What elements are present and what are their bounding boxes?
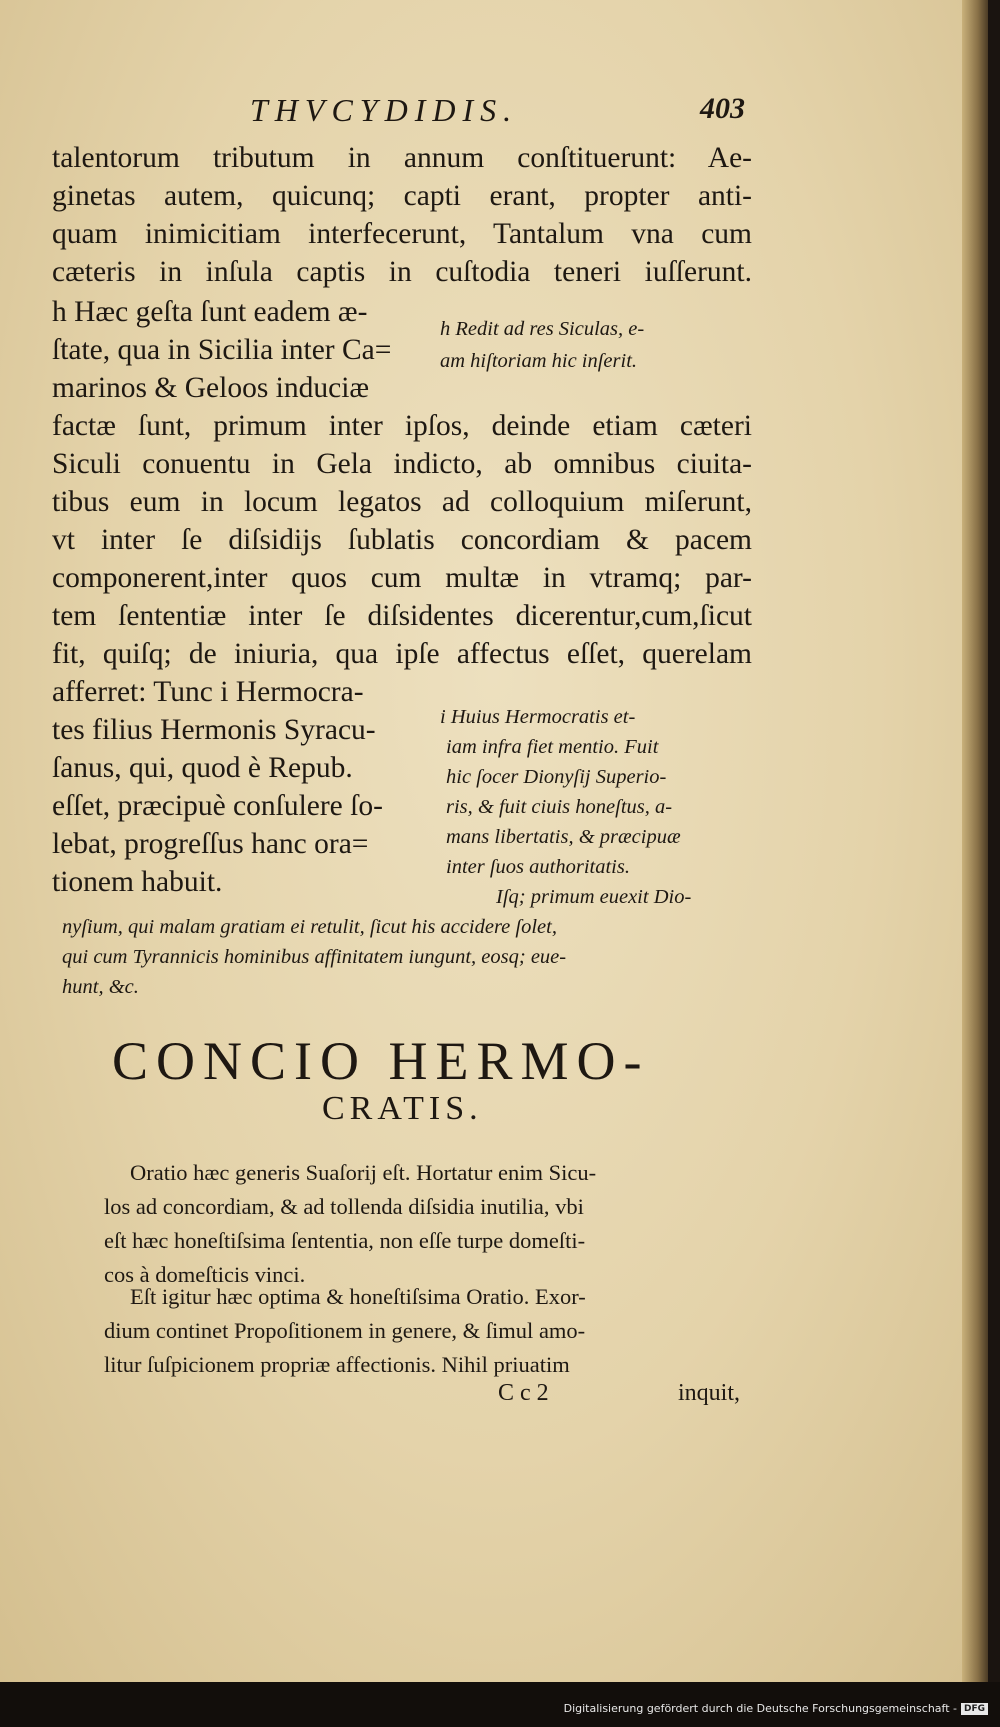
argument-line: cos à domeſticis vinci. xyxy=(104,1262,306,1287)
body-line: talentorum tributum in annum conſtituerunt: Ae- xyxy=(52,142,752,174)
margin-note-i: inter ſuos authoritatis. xyxy=(446,856,630,878)
argument-line: dium continet Propoſitionem in genere, & ſimul amo- xyxy=(104,1318,586,1343)
body-line: ginetas autem, quicunq; capti erant, propter anti- xyxy=(52,180,752,212)
argument-line: los ad concordiam, & ad tollenda diſsidia inutilia, vbi xyxy=(104,1194,584,1219)
body-line: lebat, progreſſus hanc ora= xyxy=(52,828,369,860)
argument-line: Oratio hæc generis Suaſorij eſt. Hortatur enim Sicu- xyxy=(130,1160,597,1185)
catchword: inquit, xyxy=(678,1380,741,1406)
digitization-credit xyxy=(564,1702,988,1715)
margin-note-i: qui cum Tyrannicis hominibus affinitatem iungunt, eosq; eue- xyxy=(62,946,567,968)
body-line: cæteris in inſula captis in cuſtodia teneri iuſſerunt. xyxy=(52,256,752,288)
body-line: factæ ſunt, primum inter ipſos, deinde etiam cæteri xyxy=(52,410,752,442)
body-line: fit, quiſq; de iniuria, qua ipſe affectus eſſet, querelam xyxy=(52,638,752,670)
signature-mark: C c 2 xyxy=(498,1380,549,1406)
body-line: eſſet, præcipuè conſulere ſo- xyxy=(52,790,383,822)
argument-line: litur ſuſpicionem propriæ affectionis. Nihil priuatim xyxy=(104,1352,570,1377)
body-line: ſanus, qui, quod è Repub. xyxy=(52,752,353,784)
margin-note-i: mans libertatis, & præcipuæ xyxy=(446,826,681,848)
page-edge xyxy=(962,0,988,1682)
body-line: marinos & Geloos induciæ xyxy=(52,372,370,404)
section-title: CONCIO HERMO- xyxy=(112,1031,650,1091)
body-line: ſtate, qua in Sicilia inter Ca= xyxy=(52,334,392,366)
body-line: Siculi conuentu in Gela indicto, ab omnibus ciuita- xyxy=(52,448,752,480)
margin-note-i: hunt, &c. xyxy=(62,976,139,998)
dfg-logo: DFG xyxy=(961,1703,988,1715)
margin-note-i: i Huius Hermocratis et- xyxy=(440,706,636,728)
body-line: componerent,inter quos cum multæ in vtramq; par- xyxy=(52,562,752,594)
page-number: 403 xyxy=(700,92,745,125)
margin-note-h: am hiſtoriam hic inſerit. xyxy=(440,350,638,372)
body-line: tionem habuit. xyxy=(52,866,223,898)
margin-note-i: hic ſocer Dionyſij Superio- xyxy=(446,766,667,788)
body-line: tibus eum in locum legatos ad colloquium miſerunt, xyxy=(52,486,752,518)
body-line: quam inimicitiam interfecerunt, Tantalum vna cum xyxy=(52,218,752,250)
section-title: CRATIS. xyxy=(322,1090,483,1127)
argument-line: eſt hæc honeſtiſsima ſententia, non eſſe turpe domeſti- xyxy=(104,1228,586,1253)
body-line: tes filius Hermonis Syracu- xyxy=(52,714,376,746)
body-line: h Hæc geſta ſunt eadem æ- xyxy=(52,296,368,328)
argument-line: Eſt igitur hæc optima & honeſtiſsima Oratio. Exor- xyxy=(130,1284,586,1309)
margin-note-i: iam infra fiet mentio. Fuit xyxy=(446,736,659,758)
credit-text: Digitalisierung gefördert durch die Deutsche Forschungsgemeinschaft - xyxy=(563,1702,957,1715)
running-title: THVCYDIDIS. xyxy=(250,92,519,128)
margin-note-i: nyſium, qui malam gratiam ei retulit, ſicut his accidere ſolet, xyxy=(62,916,557,938)
margin-note-h: h Redit ad res Siculas, e- xyxy=(440,318,645,340)
margin-note-i: Iſq; primum euexit Dio- xyxy=(496,886,692,908)
body-line: tem ſententiæ inter ſe diſsidentes dicerentur,cum,ſicut xyxy=(52,600,752,632)
margin-note-i: ris, & fuit ciuis honeſtus, a- xyxy=(446,796,673,818)
body-line: vt inter ſe diſsidijs ſublatis concordiam & pacem xyxy=(52,524,752,556)
body-line: afferret: Tunc i Hermocra- xyxy=(52,676,364,708)
